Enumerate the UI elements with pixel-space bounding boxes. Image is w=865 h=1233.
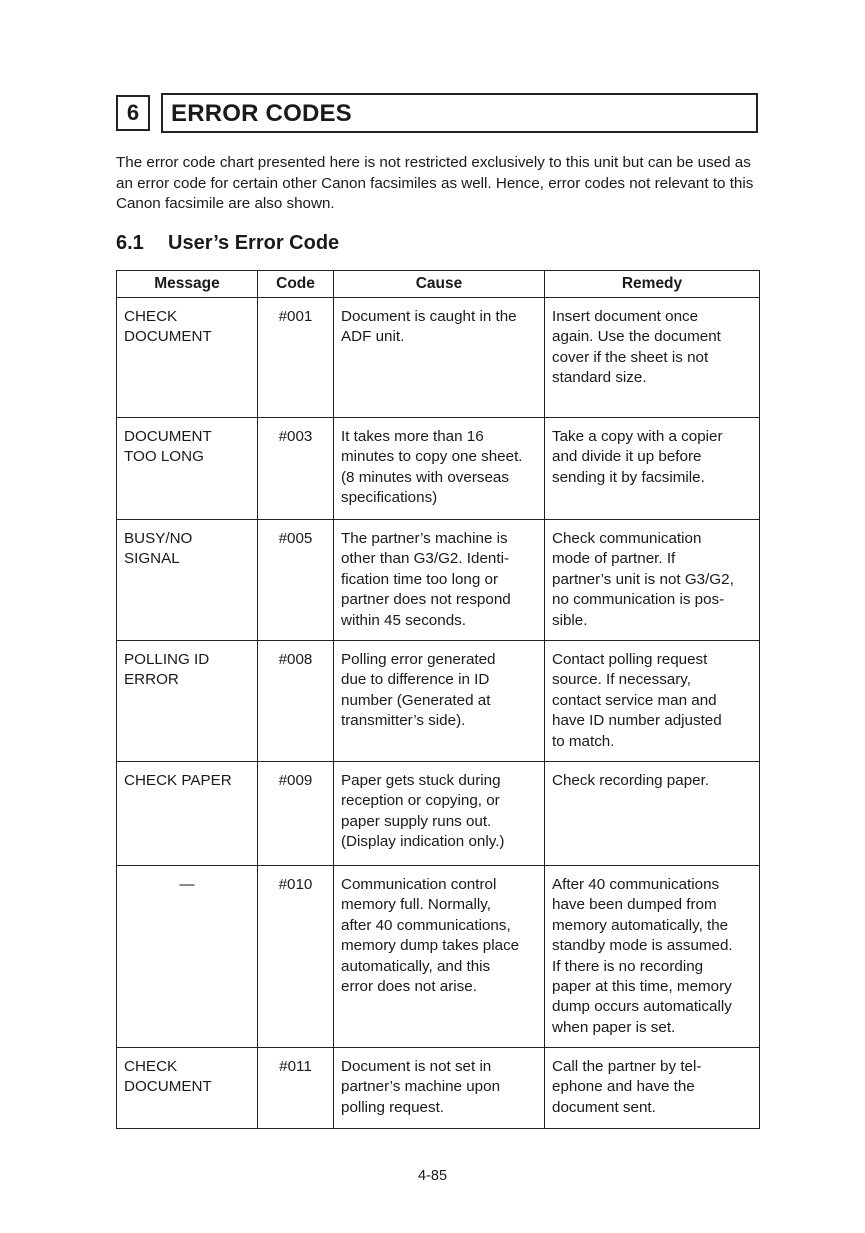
message-cell: BUSY/NO SIGNAL [117, 520, 258, 641]
section-title [116, 232, 339, 255]
remedy-cell: Contact polling request source. If necessary, contact service man and have ID number adjusted to match. [545, 641, 760, 762]
message-cell: POLLING ID ERROR [117, 641, 258, 762]
remedy-cell: Check communication mode of partner. If partner’s unit is not G3/G2, no communication is pos- sible. [545, 520, 760, 641]
chapter-title-box [161, 93, 758, 133]
cause-cell: Document is caught in the ADF unit. [334, 298, 545, 418]
code-cell: #003 [258, 418, 334, 520]
message-cell: — [117, 866, 258, 1048]
remedy-cell: After 40 communications have been dumped from memory automatically, the standby mode is assumed. If there is no recording paper at this time, memory dump occurs automatically when paper is set. [545, 866, 760, 1048]
cause-cell: It takes more than 16 minutes to copy one sheet. (8 minutes with overseas specifications) [334, 418, 545, 520]
table-row [117, 298, 760, 418]
table-row [117, 641, 760, 762]
table-row [117, 866, 760, 1048]
message-cell: DOCUMENT TOO LONG [117, 418, 258, 520]
chapter-header [116, 93, 758, 134]
error-code-table [116, 270, 760, 1129]
chapter-number: 6 [116, 95, 150, 131]
cause-cell: Document is not set in partner’s machine upon polling request. [334, 1048, 545, 1129]
intro-paragraph: The error code chart presented here is not restricted exclusively to this unit but can be used as an error code for certain other Canon facsimiles as well. Hence, error codes not relevant to this Canon facsimile are also shown. [116, 154, 754, 212]
cause-cell: Communication control memory full. Normally, after 40 communications, memory dump takes place automatically, and this error does not arise. [334, 866, 545, 1048]
table-row [117, 418, 760, 520]
remedy-cell: Take a copy with a copier and divide it up before sending it by facsimile. [545, 418, 760, 520]
code-cell: #001 [258, 298, 334, 418]
code-cell: #005 [258, 520, 334, 641]
header-remedy: Remedy [545, 271, 760, 298]
section-number: 6.1 [116, 232, 144, 254]
cause-cell: The partner’s machine is other than G3/G2. Identi- fication time too long or partner does not respond within 45 seconds. [334, 520, 545, 641]
table-row [117, 762, 760, 866]
header-message: Message [117, 271, 258, 298]
remedy-cell: Call the partner by tel- ephone and have the document sent. [545, 1048, 760, 1129]
chapter-title: ERROR CODES [171, 100, 352, 127]
section-title-text: User’s Error Code [168, 232, 340, 254]
message-cell: CHECK DOCUMENT [117, 298, 258, 418]
remedy-cell: Check recording paper. [545, 762, 760, 866]
cause-cell: Paper gets stuck during reception or copying, or paper supply runs out. (Display indication only.) [334, 762, 545, 866]
page-number: 4-85 [417, 1168, 448, 1184]
message-cell: CHECK PAPER [117, 762, 258, 866]
table-row [117, 520, 760, 641]
table-header-row [117, 271, 760, 298]
code-cell: #008 [258, 641, 334, 762]
code-cell: #011 [258, 1048, 334, 1129]
header-code: Code [258, 271, 334, 298]
table-row [117, 1048, 760, 1129]
code-cell: #010 [258, 866, 334, 1048]
cause-cell: Polling error generated due to difference in ID number (Generated at transmitter’s side). [334, 641, 545, 762]
code-cell: #009 [258, 762, 334, 866]
header-cause: Cause [334, 271, 545, 298]
remedy-cell: Insert document once again. Use the document cover if the sheet is not standard size. [545, 298, 760, 418]
message-cell: CHECK DOCUMENT [117, 1048, 258, 1129]
